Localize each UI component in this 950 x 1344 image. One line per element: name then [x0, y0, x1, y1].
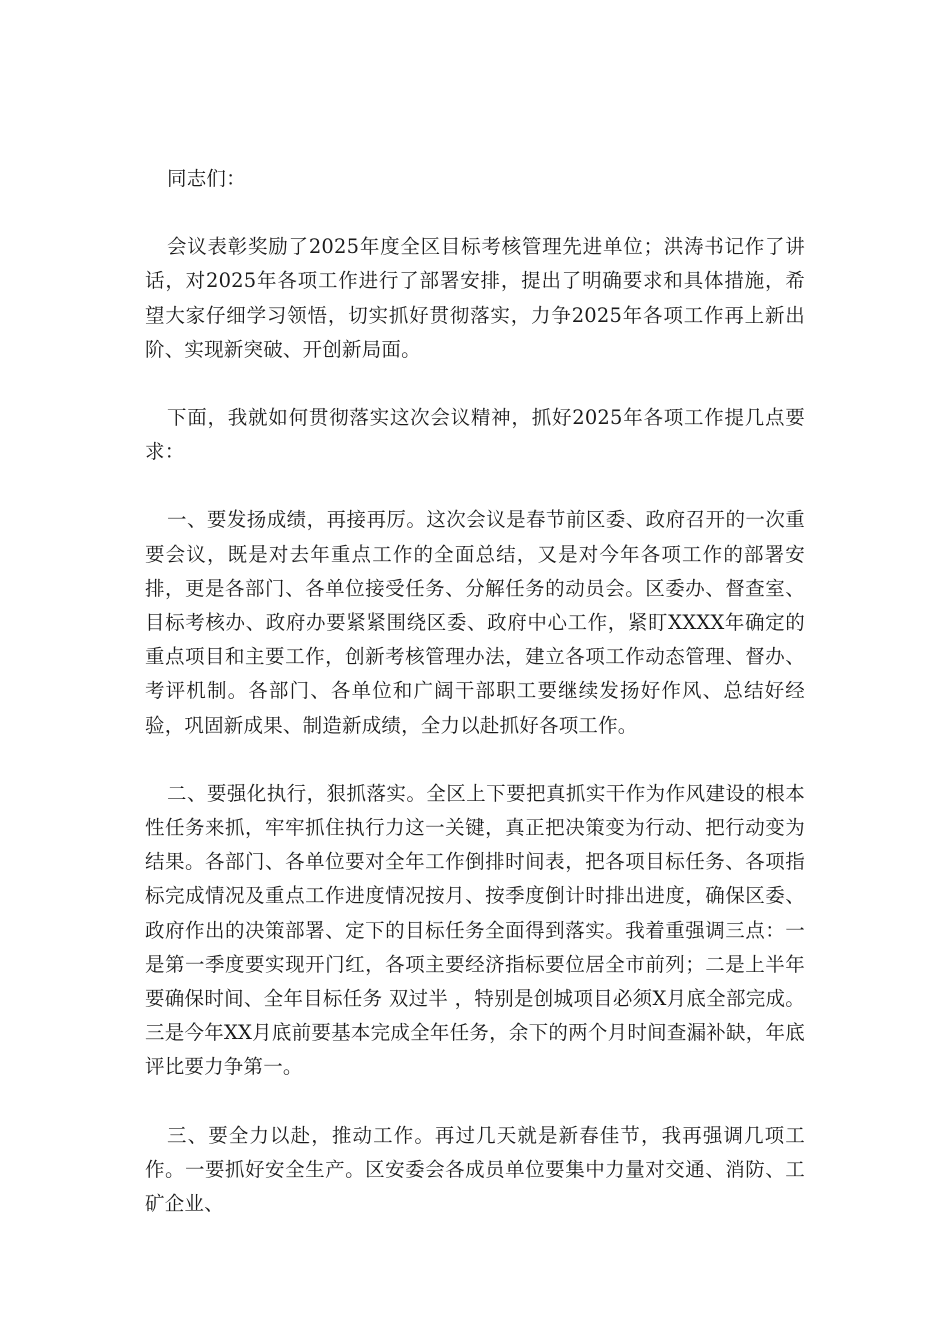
paragraph-intro: 会议表彰奖励了2025年度全区目标考核管理先进单位；洪涛书记作了讲话，对2025年各项工作进行了部署安排，提出了明确要求和具体措施，希望大家仔细学习领悟，切实抓好贯彻落实，力争2025年各项工作再上新出阶、实现新突破、开创新局面。 — [145, 235, 805, 361]
paragraph-point-three: 三、要全力以赴，推动工作。再过几天就是新春佳节，我再强调几项工作。一要抓好安全生产。区安委会各成员单位要集中力量对交通、消防、工矿企业、 — [145, 1123, 805, 1216]
document-body — [145, 162, 805, 1255]
greeting: 同志们： — [167, 167, 246, 190]
paragraph-requirements-lead: 下面，我就如何贯彻落实这次会议精神，抓好2025年各项工作提几点要求： — [145, 406, 805, 464]
paragraph-point-one: 一、要发扬成绩，再接再厉。这次会议是春节前区委、政府召开的一次重要会议，既是对去年重点工作的全面总结，又是对今年各项工作的部署安排，更是各部门、各单位接受任务、分解任务的动员会。区委办、督查室、目标考核办、政府办要紧紧围绕区委、政府中心工作，紧盯XXXX年确定的重点项目和主要工作，创新考核管理办法，建立各项工作动态管理、督办、考评机制。各部门、各单位和广阔干部职工要继续发扬好作风、总结好经验，巩固新成果、制造新成绩，全力以赴抓好各项工作。 — [145, 508, 805, 737]
paragraph-point-two: 二、要强化执行，狠抓落实。全区上下要把真抓实干作为作风建设的根本性任务来抓，牢牢抓住执行力这一关键，真正把决策变为行动、把行动变为结果。各部门、各单位要对全年工作倒排时间表，把各项目标任务、各项指标完成情况及重点工作进度情况按月、按季度倒计时排出进度，确保区委、政府作出的决策部署、定下的目标任务全面得到落实。我着重强调三点：一是第一季度要实现开门红，各项主要经济指标要位居全市前列；二是上半年要确保时间、全年目标任务 双过半 ，特别是创城项目必须X月底全部完成。三是今年XX月底前要基本完成全年任务，余下的两个月时间查漏补缺，年底评比要力争第一。 — [145, 781, 805, 1079]
